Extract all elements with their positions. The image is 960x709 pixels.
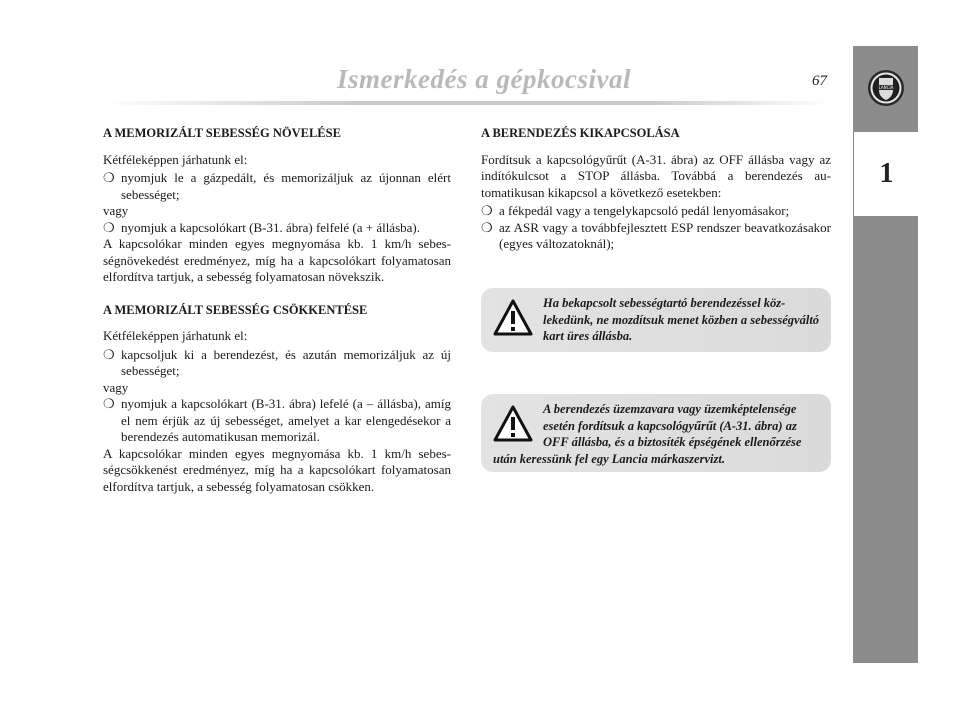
chapter-sidebar: [853, 46, 918, 663]
list-item: [103, 396, 451, 446]
chapter-tab: [853, 132, 919, 216]
section-heading-disable: A BERENDEZÉS KIKAPCSOLÁSA: [481, 126, 680, 140]
paragraph: Kétféleképpen járhatunk el:: [103, 151, 248, 167]
list-item: [103, 347, 451, 380]
paragraph: A kapcsolókar minden egyes megnyomása kb. 1 km/h sebességcsökkenést eredményez, míg ha a kapcsolókart folyamatosan elfordítva tartjuk, a sebesség folyamatosan csökken.: [103, 445, 451, 494]
list-item-text: nyomjuk a kapcsolókart (B-31. ábra) felfelé (a + állásba).: [121, 219, 420, 235]
warning-triangle-icon: [493, 299, 533, 337]
bullet-icon: ❍: [103, 170, 115, 185]
warning-text: A berendezés üzemzavara vagy üzemképtelensége esetén fordítsuk a kapcsológyűrűt (A-31. ábra) az OFF állásba, és a biztosíték épségének ellenőrzése után keressünk fel egy Lancia márkaszervizt.: [493, 402, 802, 466]
warning-box: [481, 288, 831, 352]
paragraph: Kétféleképpen járhatunk el:: [103, 328, 248, 343]
lancia-logo: [853, 46, 918, 130]
section-heading-increase: A MEMORIZÁLT SEBESSÉG NÖVELÉSE: [103, 126, 341, 140]
paragraph: Fordítsuk a kapcsológyűrűt (A-31. ábra) az OFF állásba vagy az indítókulcsot a STOP állásba. Továbbá a berendezés automatikusan kikapcsol a következő esetekben:: [481, 151, 831, 200]
list-item-text: nyomjuk a kapcsolókart (B-31. ábra) lefelé (a – állásba), amíg el nem érjük az új sebességet, amelyet a kar elengedésekor a berendezés automatikusan memorizál.: [121, 396, 451, 444]
bullet-icon: ❍: [481, 219, 493, 235]
warning-text: Ha bekapcsolt sebességtartó berendezéssel közlekedünk, ne mozdítsuk menet közben a sebességváltó kart üres állásba.: [543, 296, 820, 343]
page-number: 67: [812, 73, 827, 89]
bullet-icon: ❍: [103, 346, 115, 362]
left-column: [103, 125, 451, 495]
section-heading-decrease: A MEMORIZÁLT SEBESSÉG CSÖKKENTÉSE: [103, 302, 368, 317]
list-item: [481, 203, 831, 220]
paragraph: vagy: [103, 203, 129, 218]
header-divider: [103, 101, 831, 105]
right-column: [481, 125, 831, 253]
bullet-icon: ❍: [103, 219, 115, 235]
svg-text:LANCIA: LANCIA: [878, 85, 893, 90]
list-item-text: az ASR vagy a továbbfejlesztett ESP rendszer beavatkozásakor (egyes változatoknál);: [499, 219, 831, 251]
list-item: [103, 170, 451, 203]
paragraph: vagy: [103, 379, 129, 395]
list-item-text: a fékpedál vagy a tengelykapcsoló pedál lenyomásakor;: [499, 203, 790, 218]
list-item: [481, 220, 831, 253]
bullet-icon: ❍: [481, 203, 493, 218]
chapter-number: 1: [879, 158, 894, 189]
paragraph: A kapcsolókar minden egyes megnyomása kb. 1 km/h sebességnövekedést eredményez, míg ha a kapcsolókart folyamatosan elfordítva tartjuk, a sebesség folyamatosan növekszik.: [103, 236, 451, 284]
warning-box: [481, 394, 831, 472]
list-item-text: kapcsoljuk ki a berendezést, és azután memorizáljuk az új sebességet;: [121, 346, 451, 378]
bullet-icon: ❍: [103, 396, 115, 411]
list-item: [103, 220, 451, 237]
lancia-shield-icon: [866, 68, 906, 108]
list-item-text: nyomjuk le a gázpedált, és memorizáljuk az újonnan elért sebességet;: [121, 170, 451, 202]
page-header-title: Ismerkedés a gépkocsival: [337, 64, 631, 94]
warning-triangle-icon: [493, 405, 533, 443]
